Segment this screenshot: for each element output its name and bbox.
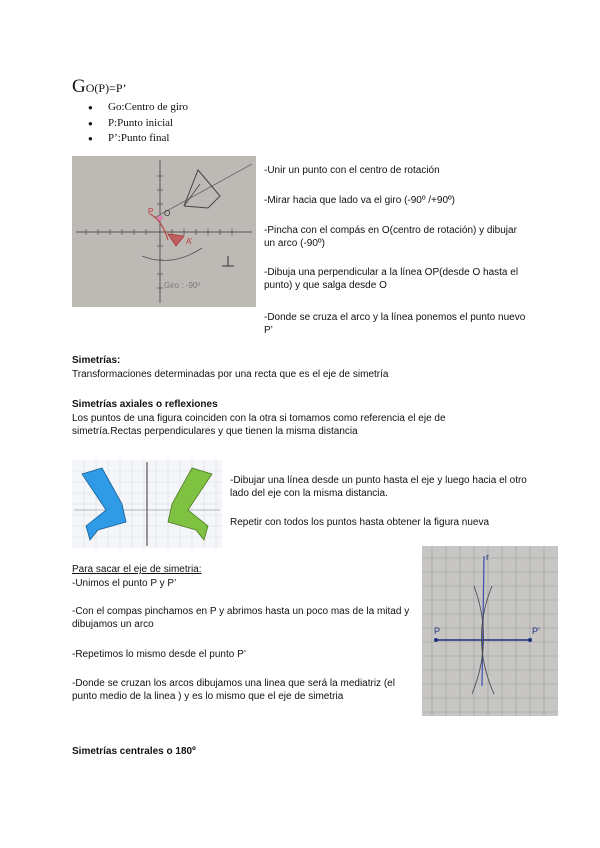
- axial-photo: [72, 460, 222, 548]
- rotation-label-o: O: [164, 209, 171, 218]
- axial-text: Los puntos de una figura coinciden con la otra si tomamos como referencia el eje de simetría.Rectas perpendiculares y que tienen la misma distancia: [72, 413, 446, 437]
- definition-list: [88, 100, 188, 147]
- rotation-photo: [72, 156, 256, 307]
- central-heading: Simetrías centrales o 180º: [72, 746, 196, 757]
- list-item: ● P’:Punto final: [88, 131, 188, 147]
- axial-step: -Dibujar una línea desde un punto hasta el eje y luego hacia el otro lado del eje con la misma distancia.: [230, 475, 527, 499]
- axis-label-p-prime: P’: [532, 626, 541, 636]
- symmetry-heading: Simetrías:: [72, 355, 121, 366]
- list-item: ● Go:Centro de giro: [88, 100, 188, 116]
- rotation-drawing: [72, 156, 256, 307]
- symmetry-text: Transformaciones determinadas por una recta que es el eje de simetría: [72, 369, 389, 380]
- rotation-label-p: P: [148, 207, 154, 216]
- rotation-step: -Mirar hacia que lado va el giro (-90º /+90º): [264, 195, 456, 206]
- rotation-step: -Pincha con el compás en O(centro de rotación) y dibujar un arco (-90º): [264, 225, 517, 249]
- axis-method-step: -Con el compas pinchamos en P y abrimos hasta un poco mas de la mitad y dibujamos un arco: [72, 606, 410, 630]
- axial-drawing: [72, 460, 222, 548]
- axis-method-step: -Repetimos lo mismo desde el punto P’: [72, 649, 246, 660]
- axis-method-step: -Unimos el punto P y P’: [72, 578, 177, 589]
- axial-step: Repetir con todos los puntos hasta obtener la figura nueva: [230, 517, 490, 528]
- rotation-label-a: A’: [186, 237, 193, 246]
- axis-method-step: -Donde se cruzan los arcos dibujamos una linea que será la mediatriz (el punto medio de la linea ) y es lo mismo que el eje de simetria: [72, 678, 395, 702]
- rotation-step: -Dibuja una perpendicular a la línea OP(desde O hasta el punto) y que salga desde O: [264, 267, 519, 291]
- title-sub: O(P)=P’: [85, 81, 127, 95]
- axis-label-p: P: [434, 626, 441, 636]
- axis-method-photo: [422, 546, 558, 716]
- axial-heading: Simetrías axiales o reflexiones: [72, 399, 218, 410]
- axis-label-r: r: [486, 552, 489, 562]
- rotation-step: -Donde se cruza el arco y la línea ponemos el punto nuevo P’: [264, 312, 526, 336]
- page-title: [72, 76, 127, 98]
- rotation-label-giro: Giro : -90º: [164, 281, 201, 290]
- rotation-step: -Unir un punto con el centro de rotación: [264, 165, 440, 176]
- axis-method-heading: Para sacar el eje de simetria:: [72, 564, 202, 575]
- title-main: G: [72, 76, 86, 97]
- axis-method-drawing: [422, 546, 558, 716]
- list-item: ● P:Punto inicial: [88, 116, 188, 132]
